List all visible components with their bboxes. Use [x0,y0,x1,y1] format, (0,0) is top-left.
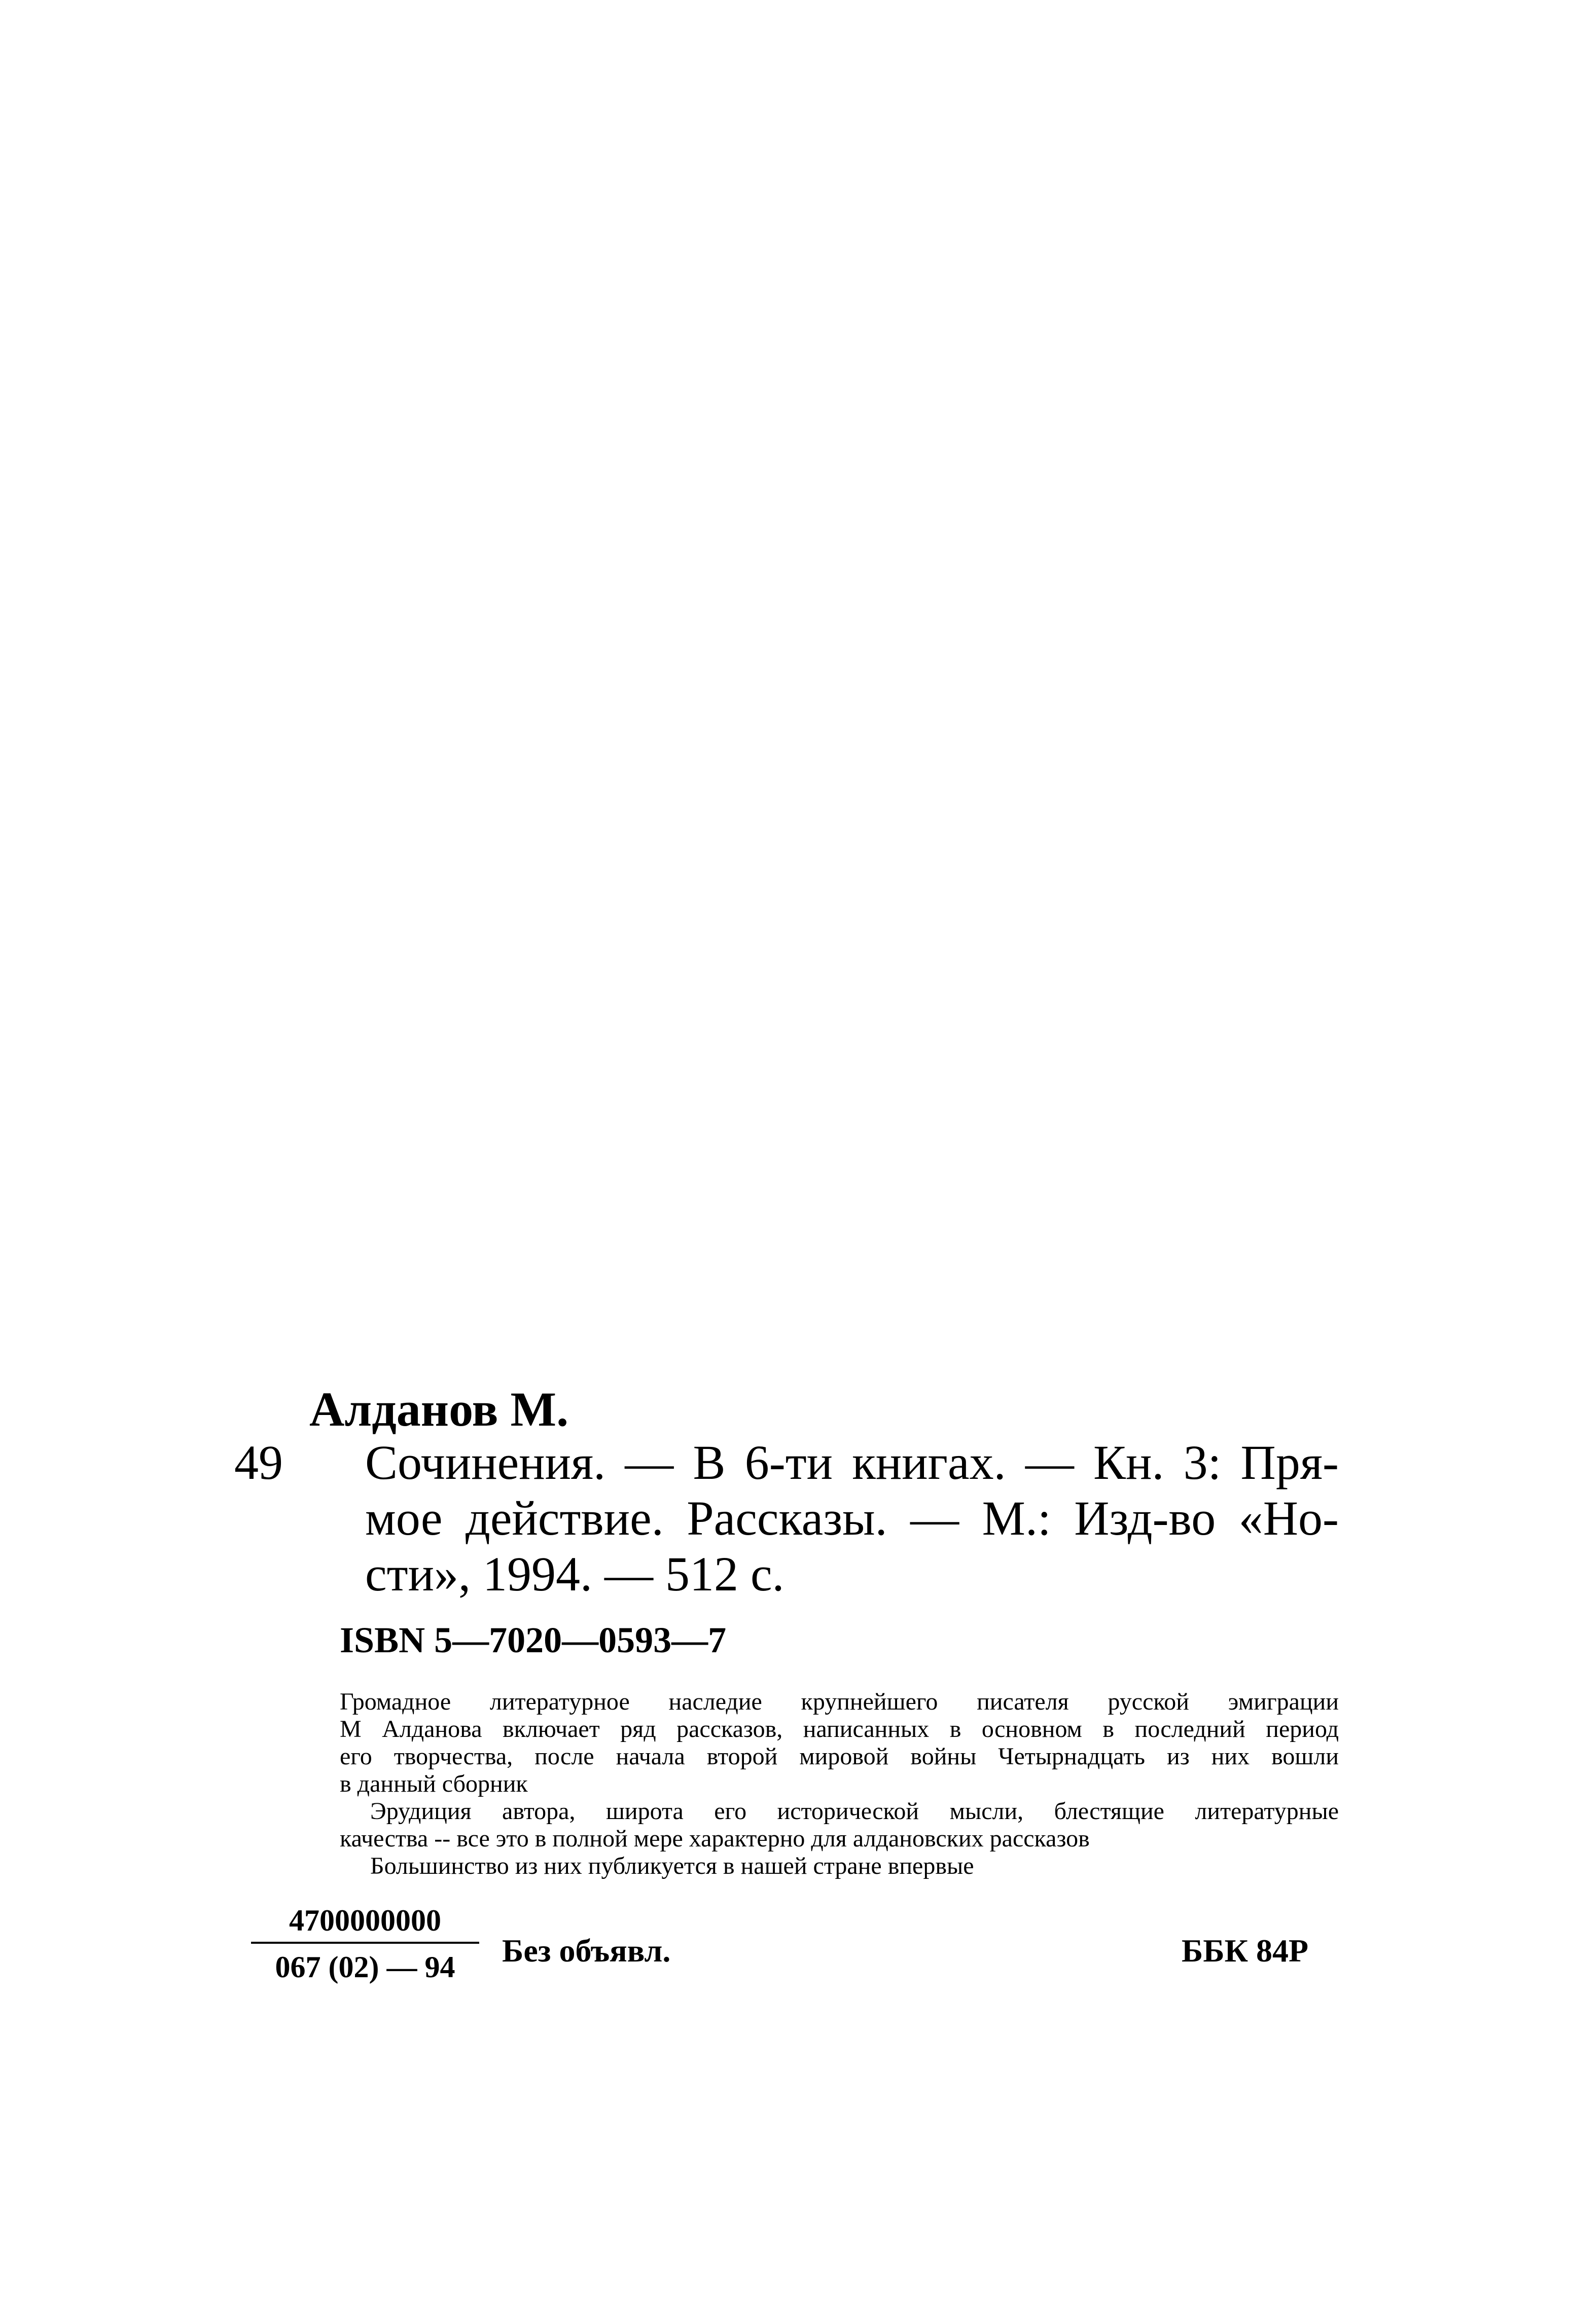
annotation-line: М Алданова включает ряд рассказов, написанных в основном в последний период [340,1716,1339,1742]
publisher-code [251,1901,479,1986]
annotation-line: в данный сборник [340,1770,528,1797]
catalog-number: 49 [234,1435,283,1490]
annotation-line: его творчества, после начала второй мировой войны Четырнадцать из них вошли [340,1743,1339,1770]
bibliographic-description [365,1435,1339,1602]
description-line: сти», 1994. — 512 с. [365,1547,784,1601]
no-ads-label: Без объявл. [502,1933,671,1969]
author-name: Алданов М. [309,1382,569,1436]
annotation [340,1688,1339,1880]
annotation-line: Громадное литературное наследие крупнейшего писателя русской эмиграции [340,1688,1339,1715]
annotation-line: Эрудиция автора, широта его исторической мысли, блестящие литературные [370,1798,1339,1825]
annotation-line: Большинство из них публикуется в нашей стране впервые [370,1853,974,1879]
publisher-code-numerator: 4700000000 [251,1901,479,1944]
bbk-code: ББК 84Р [1182,1933,1309,1969]
description-line: Сочинения. — В 6-ти книгах. — Кн. 3: Пря- [365,1435,1339,1490]
annotation-line: качества -- все это в полной мере характерно для алдановских рассказов [340,1825,1090,1852]
isbn: ISBN 5—7020—0593—7 [340,1620,727,1660]
publisher-code-denominator: 067 (02) — 94 [275,1950,455,1984]
description-line: мое действие. Рассказы. — М.: Изд-во «Но- [365,1491,1339,1545]
